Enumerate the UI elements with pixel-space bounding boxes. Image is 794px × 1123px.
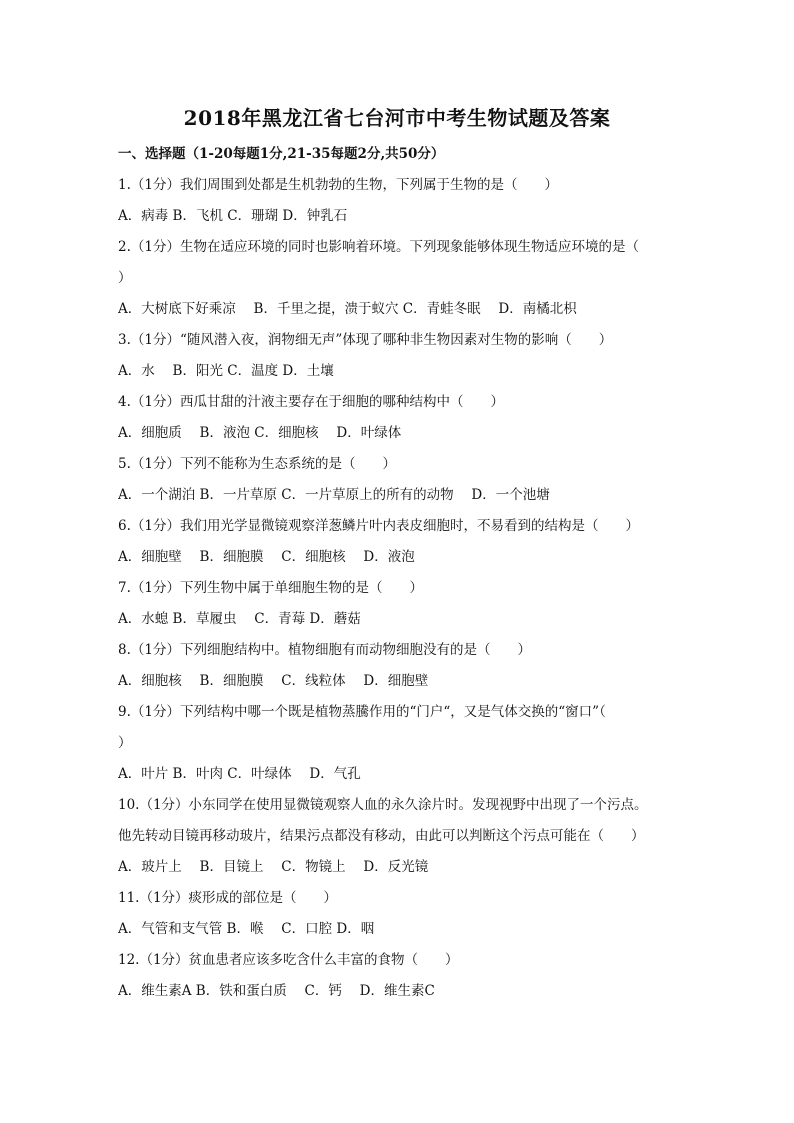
text-line-q9-cont: ）: [118, 735, 132, 751]
text-line-q11-options: A．气管和支气管 B．喉 C．口腔 D．咽: [118, 921, 375, 937]
text-line-q12: 12.（1分）贫血患者应该多吃含什么丰富的食物（ ）: [118, 952, 459, 968]
text-line-q3: 3.（1分）“随风潜入夜，润物细无声”体现了哪种非生物因素对生物的影响（ ）: [118, 332, 613, 348]
text-line-q12-options: A．维生素A B．铁和蛋白质 C．钙 D．维生素C: [118, 983, 435, 999]
text-line-q6-options: A．细胞壁 B．细胞膜 C．细胞核 D．液泡: [118, 549, 415, 565]
text-line-q7: 7.（1分）下列生物中属于单细胞生物的是（ ）: [118, 580, 423, 596]
text-line-q9-options: A．叶片 B．叶肉 C．叶绿体 D．气孔: [118, 766, 361, 782]
text-line-q6: 6.（1分）我们用光学显微镜观察洋葱鳞片叶内表皮细胞时，不易看到的结构是（ ）: [118, 518, 639, 534]
text-line-q3-options: A．水 B．阳光 C．温度 D．土壤: [118, 363, 334, 379]
text-line-q10-options: A．玻片上 B．目镜上 C．物镜上 D．反光镜: [118, 859, 429, 875]
text-line-q8: 8.（1分）下列细胞结构中。植物细胞有而动物细胞没有的是（ ）: [118, 642, 531, 658]
section-heading: 一、选择题（1-20每题1分,21-35每题2分,共50分）: [118, 146, 445, 162]
text-line-q5: 5.（1分）下列不能称为生态系统的是（ ）: [118, 456, 396, 472]
text-line-q4-options: A．细胞质 B．液泡 C．细胞核 D．叶绿体: [118, 425, 402, 441]
text-line-q1: 1.（1分）我们周围到处都是生机勃勃的生物，下列属于生物的是（ ）: [118, 177, 558, 193]
text-line-q1-options: A．病毒 B．飞机 C．珊瑚 D．钟乳石: [118, 208, 348, 224]
text-line-q2-cont: ）: [118, 270, 132, 286]
text-line-q7-options: A．水螅 B．草履虫 C．青莓 D．蘑菇: [118, 611, 361, 627]
document-title: 2018年黑龙江省七台河市中考生物试题及答案: [183, 106, 611, 130]
text-line-q10-cont: 他先转动目镜再移动玻片，结果污点都没有移动，由此可以判断这个污点可能在（ ）: [118, 828, 645, 844]
text-line-q5-options: A．一个湖泊 B．一片草原 C．一片草原上的所有的动物 D．一个池塘: [118, 487, 550, 503]
text-line-q2: 2.（1分）生物在适应环境的同时也影响着环境。下列现象能够体现生物适应环境的是（: [118, 239, 639, 255]
text-line-q8-options: A．细胞核 B．细胞膜 C．线粒体 D．细胞壁: [118, 673, 429, 689]
text-line-q2-options: A．大树底下好乘凉 B．千里之提，溃于蚁穴 C．青蛙冬眠 D．南橘北枳: [118, 301, 577, 317]
text-line-q9: 9.（1分）下列结构中哪一个既是植物蒸騰作用的“门户“，又是气体交换的“窗口”（: [118, 704, 606, 720]
text-line-q11: 11.（1分）痰形成的部位是（ ）: [118, 890, 338, 906]
text-line-q10: 10.（1分）小东同学在使用显微镜观察人血的永久涂片时。发现视野中出现了一个污点。: [118, 797, 648, 813]
question-list: [118, 175, 678, 1012]
text-line-q4: 4.（1分）西瓜甘甜的汁液主要存在于细胞的哪种结构中（ ）: [118, 394, 504, 410]
